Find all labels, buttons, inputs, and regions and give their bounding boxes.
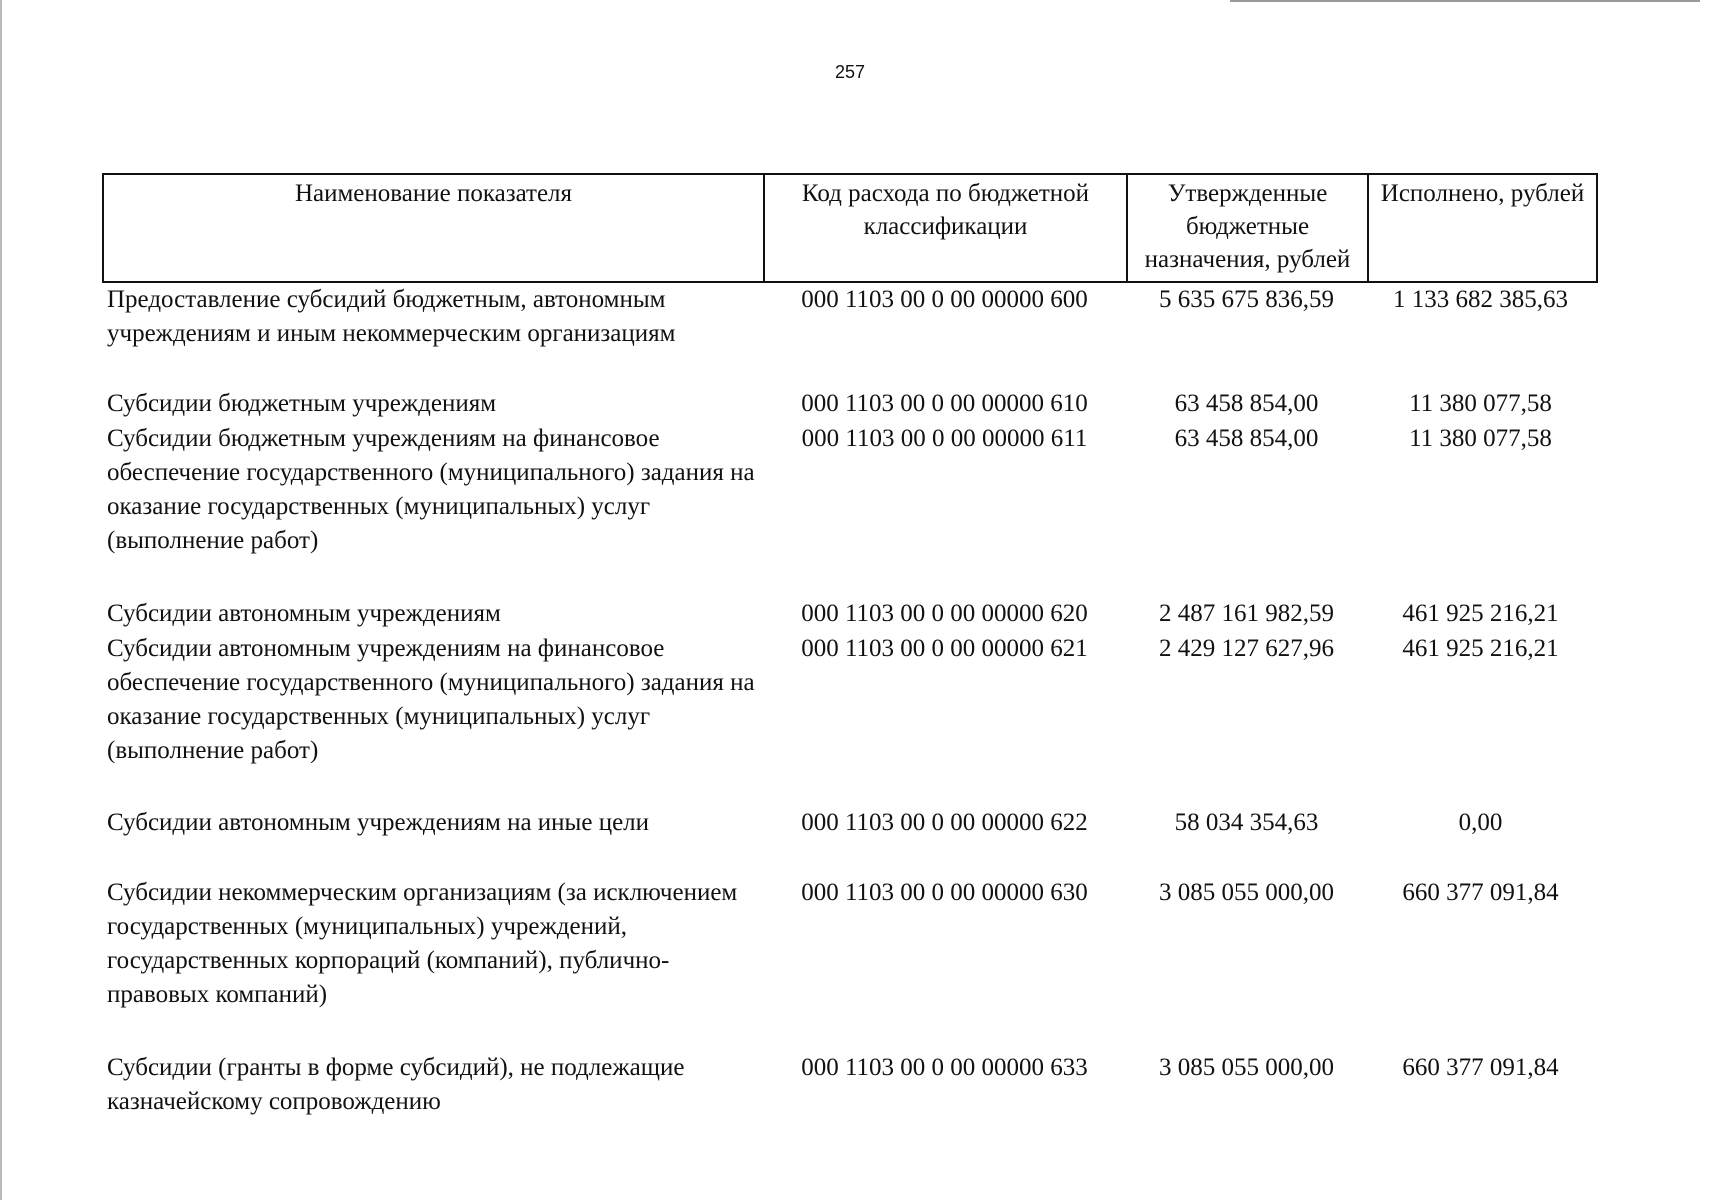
row-done: 11 380 077,58	[1409, 390, 1552, 417]
row-approved: 5 635 675 836,59	[1159, 286, 1334, 313]
row-name: Субсидии бюджетным учреждениям	[107, 390, 497, 417]
row-code: 000 1103 00 0 00 00000 600	[801, 286, 1088, 313]
table-row	[102, 422, 1598, 597]
row-approved: 58 034 354,63	[1174, 809, 1319, 836]
row-name: Субсидии некоммерческим организациям (за исключением государственных (муниципальных) учреждений, государственных корпораций (компаний), публично-правовых компаний)	[107, 879, 738, 1008]
page-number: 257	[834, 62, 866, 82]
table-header	[102, 173, 1598, 283]
row-name: Субсидии автономным учреждениям на иные цели	[107, 809, 650, 836]
scan-edge-left	[0, 0, 2, 1200]
table-body	[102, 283, 1598, 1121]
table-row	[102, 876, 1598, 1051]
row-approved: 2 487 161 982,59	[1159, 600, 1334, 627]
header-approved-amount: Утвержденные бюджетные назначения, рублей	[1128, 175, 1369, 281]
row-approved: 63 458 854,00	[1174, 390, 1319, 417]
row-done: 660 377 091,84	[1402, 879, 1559, 906]
row-done: 461 925 216,21	[1402, 600, 1559, 627]
scan-edge-top	[1230, 0, 1700, 2]
row-name: Субсидии автономным учреждениям	[107, 600, 501, 627]
header-indicator-name: Наименование показателя	[104, 175, 765, 281]
row-done: 1 133 682 385,63	[1393, 286, 1568, 313]
row-done: 660 377 091,84	[1402, 1054, 1559, 1081]
header-executed-amount: Исполнено, рублей	[1380, 180, 1585, 207]
row-done: 0,00	[1458, 809, 1503, 836]
table-row	[102, 597, 1598, 632]
row-done: 461 925 216,21	[1402, 635, 1559, 662]
row-code: 000 1103 00 0 00 00000 611	[801, 425, 1088, 452]
row-code: 000 1103 00 0 00 00000 620	[801, 600, 1088, 627]
row-code: 000 1103 00 0 00 00000 622	[801, 809, 1088, 836]
row-name: Субсидии автономным учреждениям на финансовое обеспечение государственного (муниципального) задания на оказание государственных (муниципальных) услуг (выполнение работ)	[107, 635, 755, 764]
table-row	[102, 283, 1598, 387]
row-code: 000 1103 00 0 00 00000 621	[801, 635, 1088, 662]
row-name: Субсидии (гранты в форме субсидий), не подлежащие казначейскому сопровождению	[107, 1054, 685, 1115]
row-approved: 3 085 055 000,00	[1159, 879, 1334, 906]
row-name: Предоставление субсидий бюджетным, автономным учреждениям и иным некоммерческим организациям	[107, 286, 676, 347]
row-code: 000 1103 00 0 00 00000 633	[801, 1054, 1088, 1081]
row-approved: 3 085 055 000,00	[1159, 1054, 1334, 1081]
row-code: 000 1103 00 0 00 00000 630	[801, 879, 1088, 906]
row-name: Субсидии бюджетным учреждениям на финансовое обеспечение государственного (муниципального) задания на оказание государственных (муниципальных) услуг (выполнение работ)	[107, 425, 755, 554]
table-row	[102, 1051, 1598, 1121]
table-row	[102, 806, 1598, 876]
row-approved: 63 458 854,00	[1174, 425, 1319, 452]
table-row	[102, 387, 1598, 422]
row-code: 000 1103 00 0 00 00000 610	[801, 390, 1088, 417]
row-done: 11 380 077,58	[1409, 425, 1552, 452]
row-approved: 2 429 127 627,96	[1159, 635, 1334, 662]
header-expense-code: Код расхода по бюджетной классификации	[765, 175, 1128, 281]
table-row	[102, 632, 1598, 806]
